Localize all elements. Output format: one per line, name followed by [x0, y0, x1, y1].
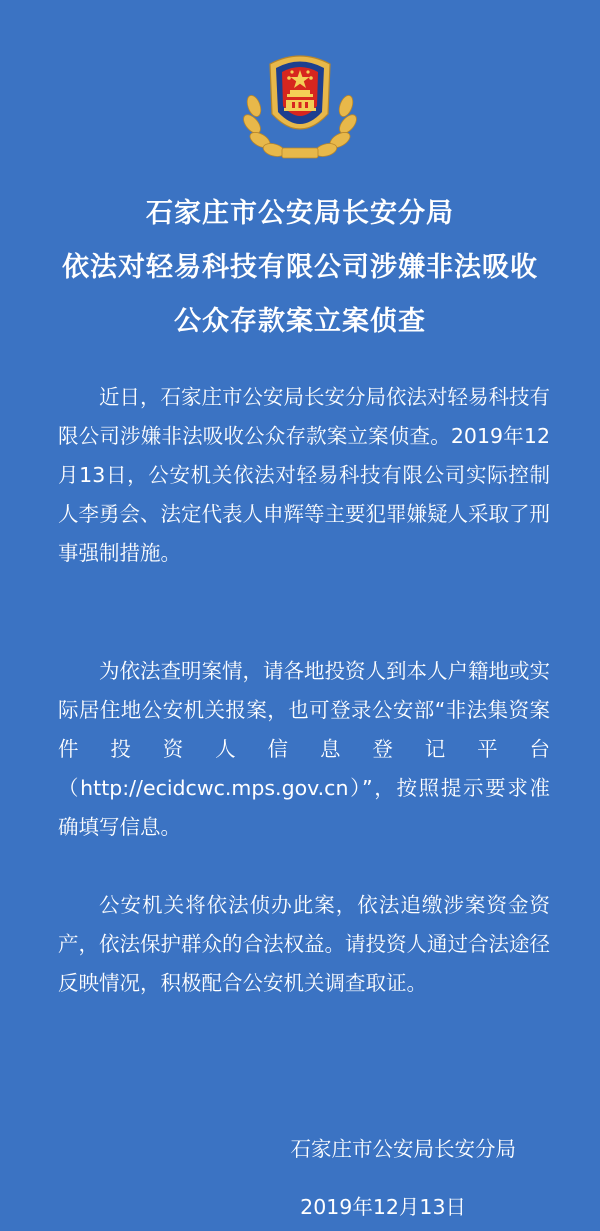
signature: 石家庄市公安局长安分局	[290, 1137, 516, 1161]
body-paragraph-2: 为依法查明案情，请各地投资人到本人户籍地或实际居住地公安机关报案，也可登录公安部“非法集资案件投资人信息登记平台（http://ecidcwc.mps.gov.cn）”，按照提示要求准确填写信息。	[58, 659, 550, 839]
date: 2019年12月13日	[300, 1195, 466, 1219]
body-paragraph-3: 公安机关将依法侦办此案，依法追缴涉案资金资产，依法保护群众的合法权益。请投资人通过合法途径反映情况，积极配合公安机关调查取证。	[58, 893, 550, 995]
notice-title-line-1: 石家庄市公安局长安分局	[146, 198, 454, 229]
notice-title-line-3: 公众存款案立案侦查	[174, 306, 426, 337]
body-paragraph-1: 近日，石家庄市公安局长安分局依法对轻易科技有限公司涉嫌非法吸收公众存款案立案侦查。2019年12月13日，公安机关依法对轻易科技有限公司实际控制人李勇会、法定代表人申辉等主要犯罪嫌疑人采取了刑事强制措施。	[58, 385, 550, 565]
police-emblem-icon	[240, 44, 360, 162]
notice-title-line-2: 依法对轻易科技有限公司涉嫌非法吸收	[62, 252, 538, 283]
